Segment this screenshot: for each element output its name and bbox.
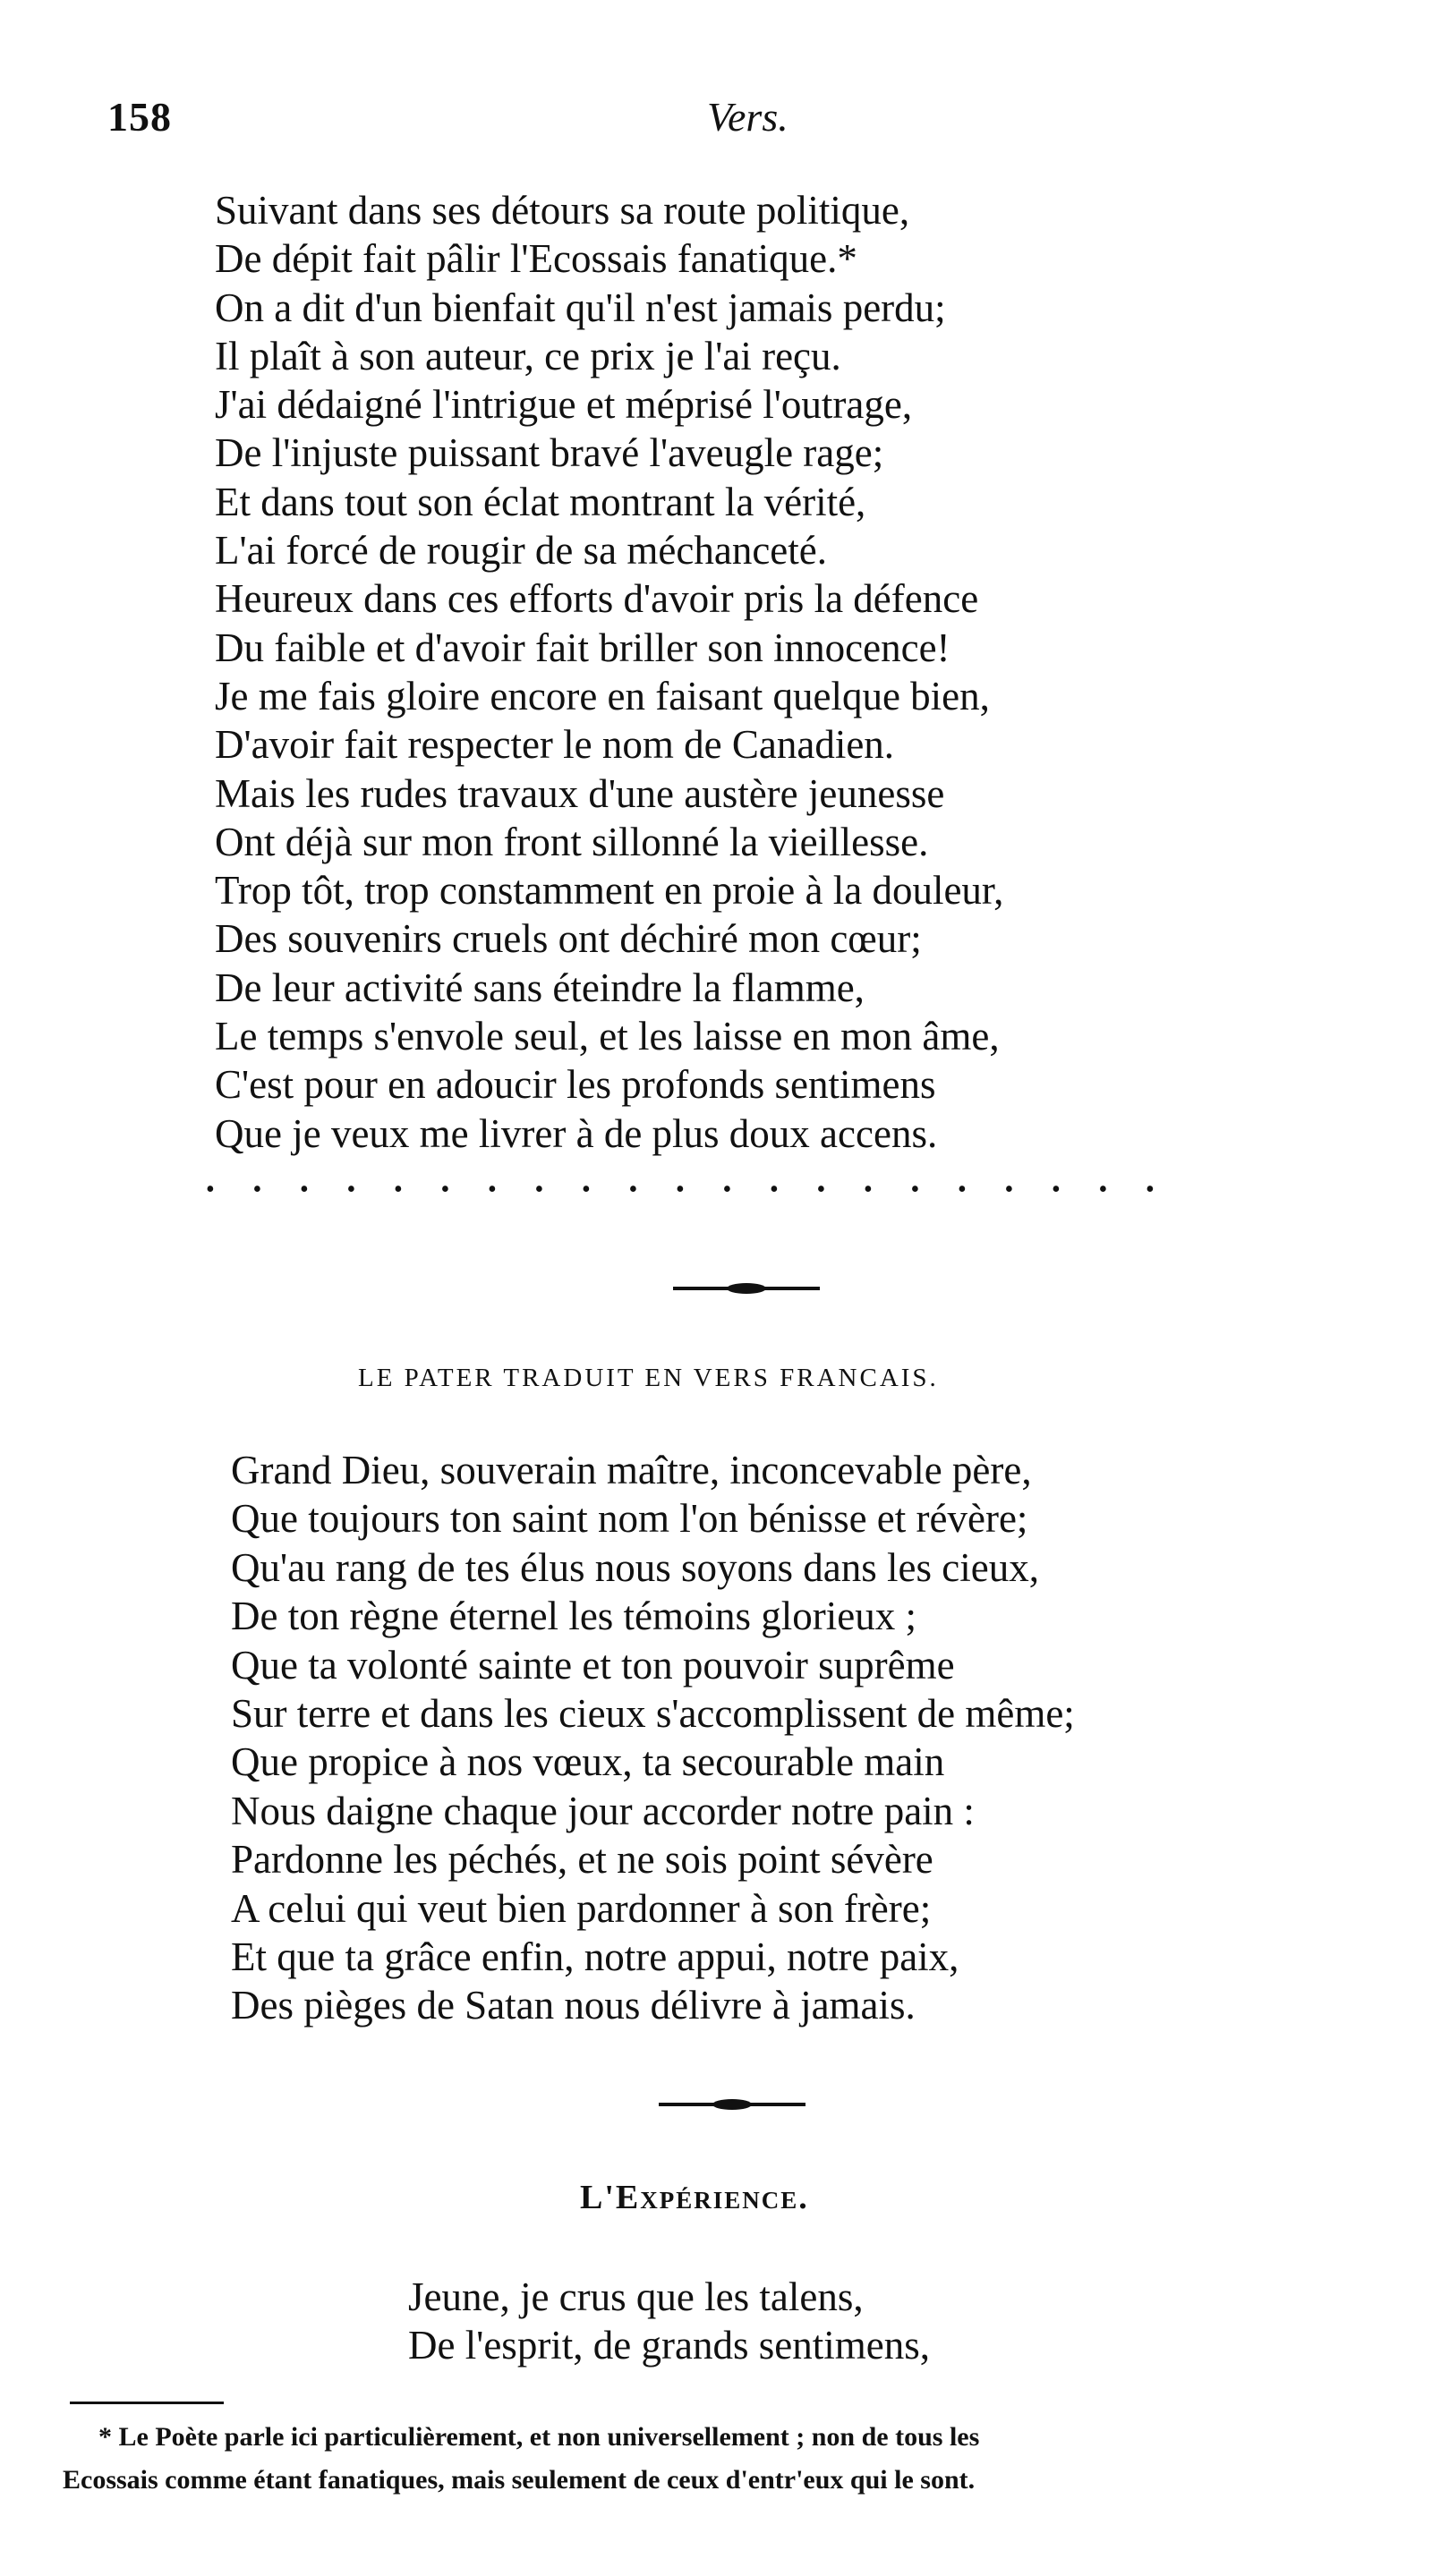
- ellipsis-dot: •: [1098, 1176, 1108, 1203]
- verse-line: Suivant dans ses détours sa route politique,: [215, 188, 910, 233]
- verse-line: Pardonne les péchés, et ne sois point sévère: [231, 1837, 933, 1883]
- ellipsis-dot: •: [770, 1176, 779, 1203]
- ellipsis-dot: •: [1052, 1176, 1061, 1203]
- ellipsis-dot: •: [252, 1176, 262, 1203]
- ellipsis-dot: •: [722, 1176, 732, 1203]
- ellipsis-dot: •: [864, 1176, 873, 1203]
- ellipsis-dot: •: [300, 1176, 309, 1203]
- footnote: [63, 2416, 1369, 2502]
- ellipsis-dot: •: [394, 1176, 403, 1203]
- running-head: Vers.: [707, 94, 788, 140]
- ellipsis-dot: •: [628, 1176, 638, 1203]
- verse-line: Mais les rudes travaux d'une austère jeunesse: [215, 770, 945, 816]
- ellipsis-dots: [206, 1177, 1155, 1203]
- verse-line: Le temps s'envole seul, et les laisse en mon âme,: [215, 1014, 1000, 1059]
- verse-line: De ton règne éternel les témoins glorieux ;: [231, 1594, 917, 1639]
- verse-line: Des pièges de Satan nous délivre à jamais.: [231, 1983, 916, 2028]
- verse-line: De l'esprit, de grands sentimens,: [408, 2323, 930, 2368]
- verse-line: Du faible et d'avoir fait briller son innocence!: [215, 625, 950, 670]
- verse-line: Ont déjà sur mon front sillonné la vieillesse.: [215, 819, 929, 864]
- verse-line: Sur terre et dans les cieux s'accomplissent de même;: [231, 1691, 1075, 1737]
- verse-line: Que je veux me livrer à de plus doux accens.: [215, 1110, 938, 1156]
- verse-line: Grand Dieu, souverain maître, inconcevable père,: [231, 1448, 1032, 1492]
- ellipsis-dot: •: [346, 1176, 356, 1203]
- poem-verses: [215, 186, 1003, 1158]
- ellipsis-dot: •: [1146, 1176, 1155, 1203]
- ellipsis-dot: •: [440, 1176, 450, 1203]
- verse-line: Trop tôt, trop constamment en proie à la douleur,: [215, 868, 1004, 914]
- ornamental-rule: [659, 2103, 806, 2106]
- verse-line: C'est pour en adoucir les profonds sentimens: [215, 1062, 936, 1108]
- verse-line: Je me fais gloire encore en faisant quelque bien,: [215, 673, 990, 718]
- verse-line: J'ai dédaigné l'intrigue et méprisé l'outrage,: [215, 382, 913, 428]
- verse-line: De dépit fait pâlir l'Ecossais fanatique.*: [215, 236, 857, 282]
- ellipsis-dot: •: [582, 1176, 591, 1203]
- footnote-line: Ecossais comme étant fanatiques, mais seulement de ceux d'entr'eux qui le sont.: [63, 2465, 976, 2495]
- verse-line: Jeune, je crus que les talens,: [408, 2274, 864, 2319]
- section-title-pater: LE PATER TRADUIT EN VERS FRANCAIS.: [358, 1364, 939, 1392]
- verse-line: Et que ta grâce enfin, notre appui, notre paix,: [231, 1934, 959, 1980]
- section-title-experience: L'Expérience.: [580, 2179, 809, 2216]
- verse-line: Et dans tout son éclat montrant la vérité,: [215, 479, 866, 524]
- pater-verses: [231, 1446, 1075, 2030]
- verse-line: Il plaît à son auteur, ce prix je l'ai reçu.: [215, 333, 841, 378]
- verse-line: Que ta volonté sainte et ton pouvoir suprême: [231, 1642, 955, 1688]
- page-number: 158: [107, 94, 172, 140]
- verse-line: Des souvenirs cruels ont déchiré mon cœur;: [215, 916, 922, 962]
- footnote-rule: [70, 2402, 224, 2404]
- ellipsis-dot: •: [534, 1176, 544, 1203]
- footnote-line: * Le Poète parle ici particulièrement, et non universellement ; non de tous les: [98, 2422, 980, 2452]
- verse-line: Que toujours ton saint nom l'on bénisse et révère;: [231, 1496, 1028, 1542]
- ellipsis-dot: •: [488, 1176, 497, 1203]
- ellipsis-dot: •: [1004, 1176, 1014, 1203]
- verse-line: Que propice à nos vœux, ta secourable main: [231, 1739, 945, 1785]
- verse-line: On a dit d'un bienfait qu'il n'est jamais perdu;: [215, 285, 946, 330]
- ellipsis-dot: •: [676, 1176, 685, 1203]
- verse-line: A celui qui veut bien pardonner à son frère;: [231, 1885, 932, 1931]
- verse-line: De l'injuste puissant bravé l'aveugle rage;: [215, 430, 884, 476]
- ornamental-rule: [673, 1287, 820, 1290]
- verse-line: L'ai forcé de rougir de sa méchanceté.: [215, 528, 827, 574]
- ellipsis-dot: •: [816, 1176, 826, 1203]
- ellipsis-dot: •: [910, 1176, 920, 1203]
- verse-line: Heureux dans ces efforts d'avoir pris la défence: [215, 576, 979, 622]
- ellipsis-dot: •: [958, 1176, 967, 1203]
- verse-line: De leur activité sans éteindre la flamme,: [215, 965, 865, 1010]
- verse-line: D'avoir fait respecter le nom de Canadien.: [215, 722, 895, 768]
- verse-line: Nous daigne chaque jour accorder notre pain :: [231, 1788, 975, 1833]
- experience-verses: [408, 2273, 930, 2370]
- verse-line: Qu'au rang de tes élus nous soyons dans les cieux,: [231, 1544, 1039, 1590]
- ellipsis-dot: •: [206, 1176, 215, 1203]
